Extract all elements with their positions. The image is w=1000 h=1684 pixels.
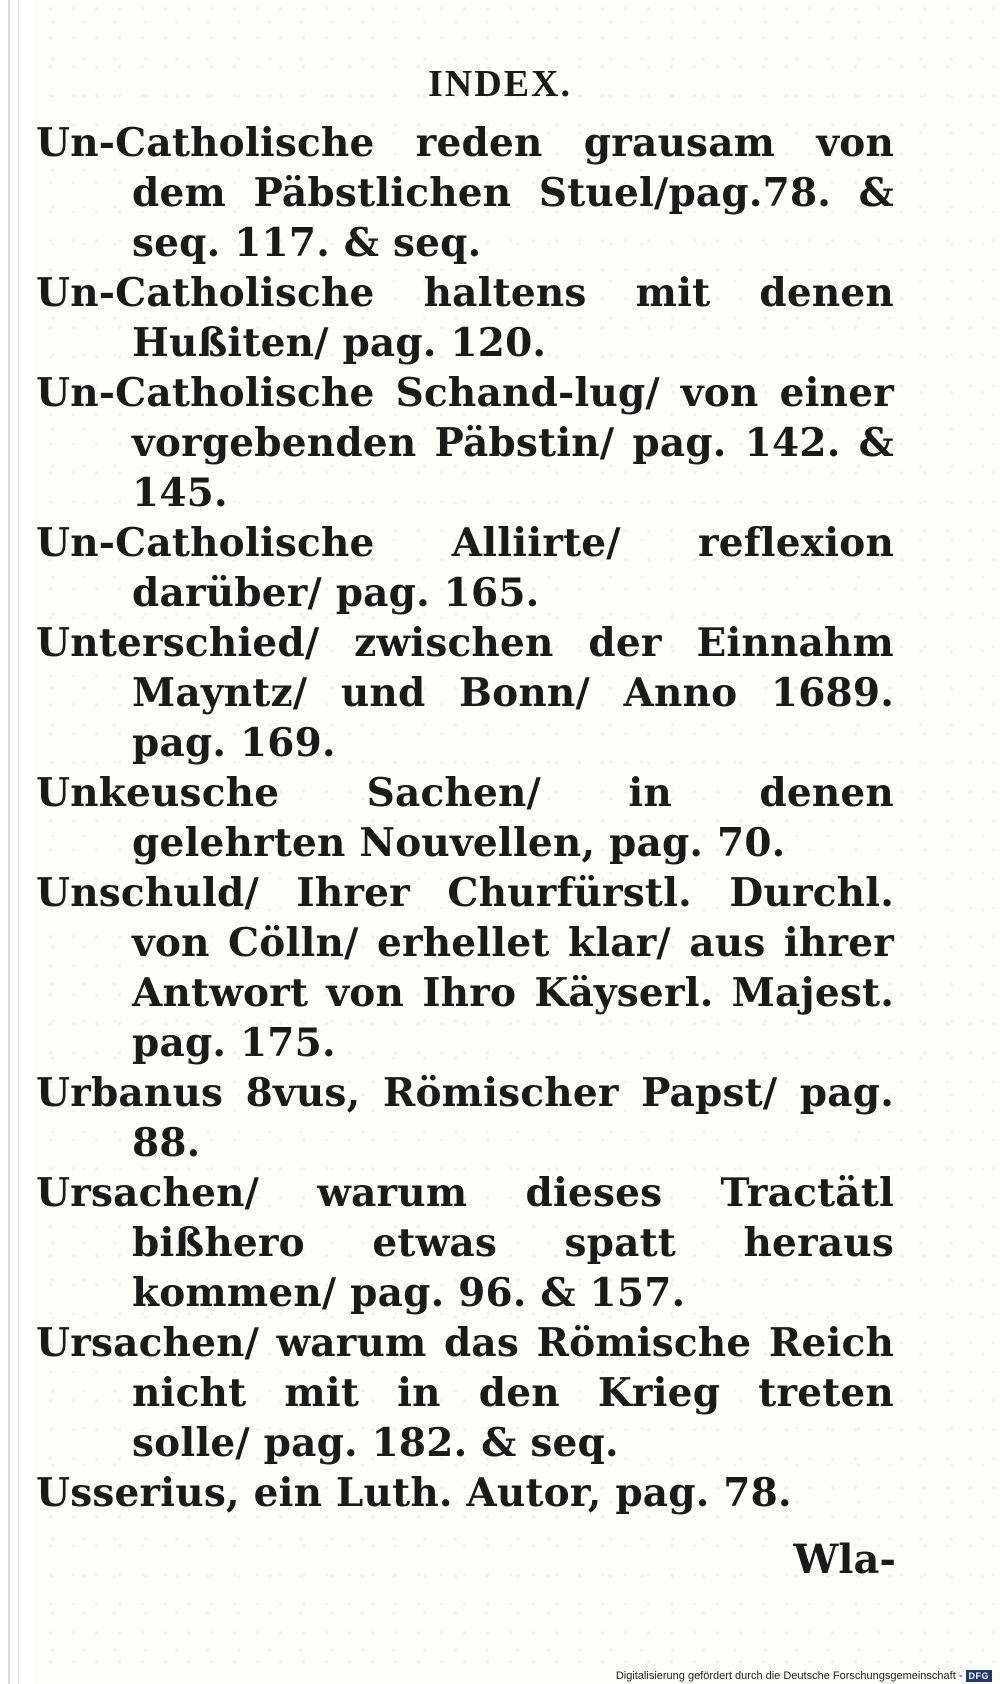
footer-text: Digitalisierung gefördert durch die Deutsche Forschungsgemeinschaft -	[615, 1670, 963, 1682]
page-header: INDEX.	[428, 63, 572, 105]
digitization-footer	[616, 1670, 992, 1682]
index-entry: Un-Catholische reden grausam von dem Päbstlichen Stuel/pag.78. & seq. 117. & seq.	[36, 120, 894, 266]
index-entry: Ursachen/ warum dieses Tractätl bißhero etwas spatt heraus kommen/ pag. 96. & 157.	[36, 1170, 894, 1316]
dfg-logo: DFG	[966, 1670, 993, 1682]
index-entry: Un-Catholische Schand-lug/ von einer vorgebenden Päbstin/ pag. 142. & 145.	[36, 370, 894, 516]
index-entry: Un-Catholische Alliirte/ reflexion darüber/ pag. 165.	[36, 520, 894, 616]
index-entry: Urbanus 8vus, Römischer Papst/ pag. 88.	[36, 1070, 894, 1166]
index-entry: Usserius, ein Luth. Autor, pag. 78.	[36, 1470, 792, 1516]
index-entry: Ursachen/ warum das Römische Reich nicht mit in den Krieg treten solle/ pag. 182. & seq.	[36, 1320, 894, 1466]
index-entry: Unschuld/ Ihrer Churfürstl. Durchl. von Cölln/ erhellet klar/ aus ihrer Antwort von Ihro Käyserl. Majest. pag. 175.	[36, 870, 894, 1066]
catchword: Wla-	[793, 1536, 896, 1583]
index-entry: Unterschied/ zwischen der Einnahm Mayntz/ und Bonn/ Anno 1689. pag. 169.	[36, 620, 894, 766]
index-entry: Un-Catholische haltens mit denen Hußiten/ pag. 120.	[36, 270, 894, 366]
index-entries	[36, 118, 894, 1518]
page-gutter	[0, 0, 34, 1684]
index-entry: Unkeusche Sachen/ in denen gelehrten Nouvellen, pag. 70.	[36, 770, 894, 866]
